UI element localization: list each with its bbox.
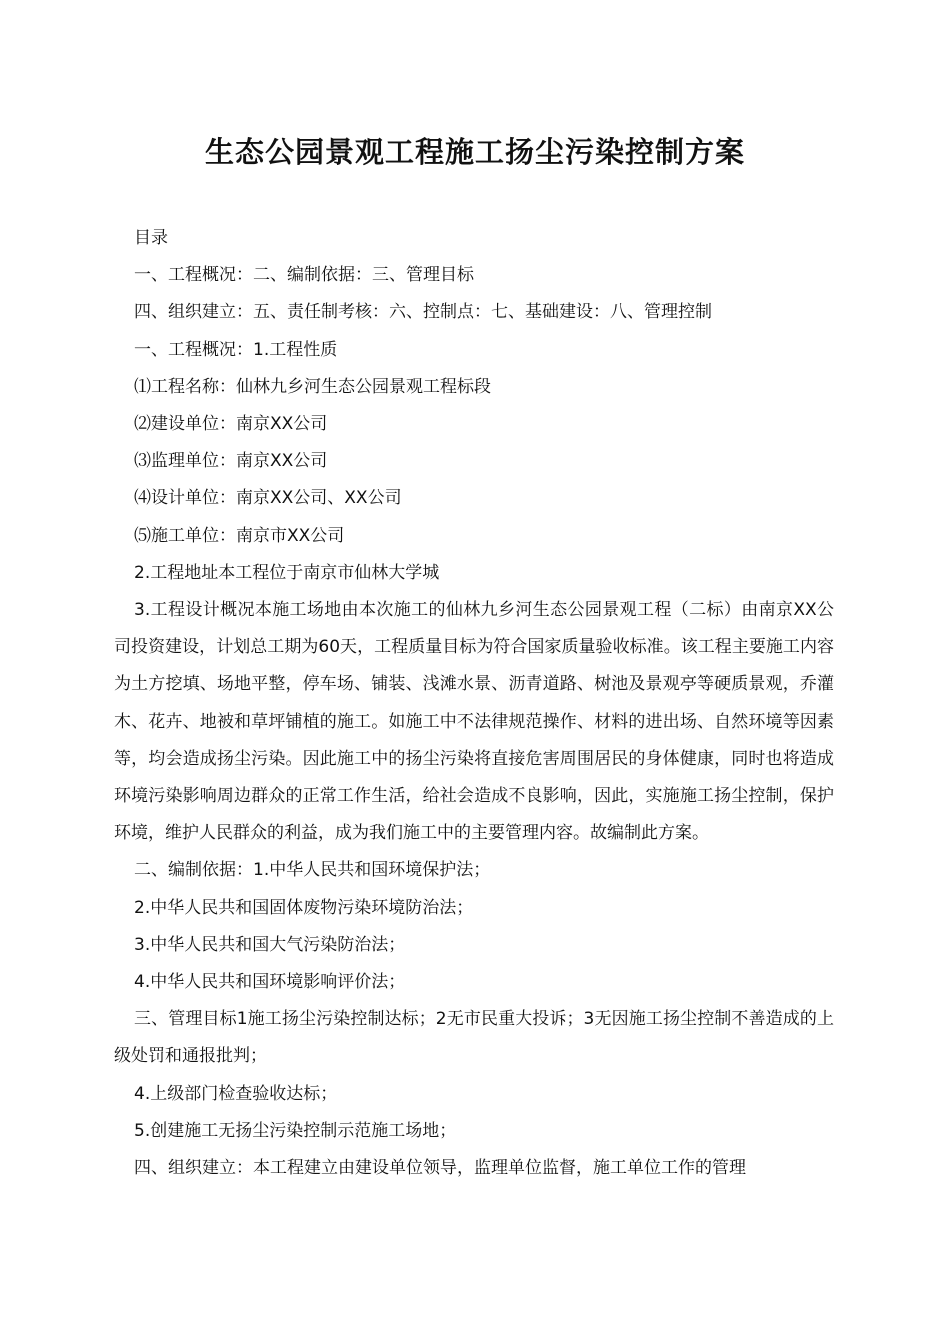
- basis-line: 2.中华人民共和国固体废物污染环境防治法；: [134, 897, 474, 918]
- management-goals-paragraph: 三、管理目标1施工扬尘污染控制达标；2无市民重大投诉；3无因施工扬尘控制不善造成的上级处罚和通报批判；: [114, 1009, 834, 1067]
- document-title: 生态公园景观工程施工扬尘污染控制方案: [204, 135, 745, 169]
- toc-heading: 目录: [134, 228, 168, 248]
- basis-line: 二、编制依据：1.中华人民共和国环境保护法；: [134, 860, 491, 881]
- goal-line: 4.上级部门检查验收达标；: [134, 1083, 338, 1104]
- section-heading: 一、工程概况：1.工程性质: [134, 339, 338, 360]
- builder-unit: ⑸施工单位：南京市XX公司: [134, 525, 345, 546]
- supervision-unit: ⑶监理单位：南京XX公司: [134, 451, 328, 472]
- document-body: [114, 220, 834, 1187]
- toc-line: 一、工程概况：二、编制依据：三、管理目标: [134, 265, 474, 286]
- design-overview-paragraph: 3.工程设计概况本施工场地由本次施工的仙林九乡河生态公园景观工程（二标）由南京XX公司投资建设，计划总工期为60天，工程质量目标为符合国家质量验收标准。该工程主要施工内容为土方挖填、场地平整，停车场、铺装、浅滩水景、沥青道路、树池及景观亭等硬质景观，乔灌木、花卉、地被和草坪铺植的施工。如施工中不法律规范操作、材料的进出场、自然环境等因素等，均会造成扬尘污染。因此施工中的扬尘污染将直接危害周围居民的身体健康，同时也将造成环境污染影响周边群众的正常工作生活，给社会造成不良影响，因此，实施施工扬尘控制，保护环境，维护人民群众的利益，成为我们施工中的主要管理内容。故编制此方案。: [114, 600, 834, 844]
- project-name: ⑴工程名称：仙林九乡河生态公园景观工程标段: [134, 376, 491, 397]
- basis-line: 3.中华人民共和国大气污染防治法；: [134, 934, 406, 955]
- project-address: 2.工程地址本工程位于南京市仙林大学城: [134, 562, 440, 583]
- basis-line: 4.中华人民共和国环境影响评价法；: [134, 972, 406, 993]
- organization-paragraph: 四、组织建立：本工程建立由建设单位领导，监理单位监督，施工单位工作的管理: [134, 1158, 746, 1179]
- construction-unit: ⑵建设单位：南京XX公司: [134, 414, 328, 435]
- goal-line: 5.创建施工无扬尘污染控制示范施工场地；: [134, 1120, 457, 1141]
- design-unit: ⑷设计单位：南京XX公司、XX公司: [134, 488, 402, 509]
- toc-line: 四、组织建立：五、责任制考核：六、控制点：七、基础建设：八、管理控制: [134, 302, 712, 323]
